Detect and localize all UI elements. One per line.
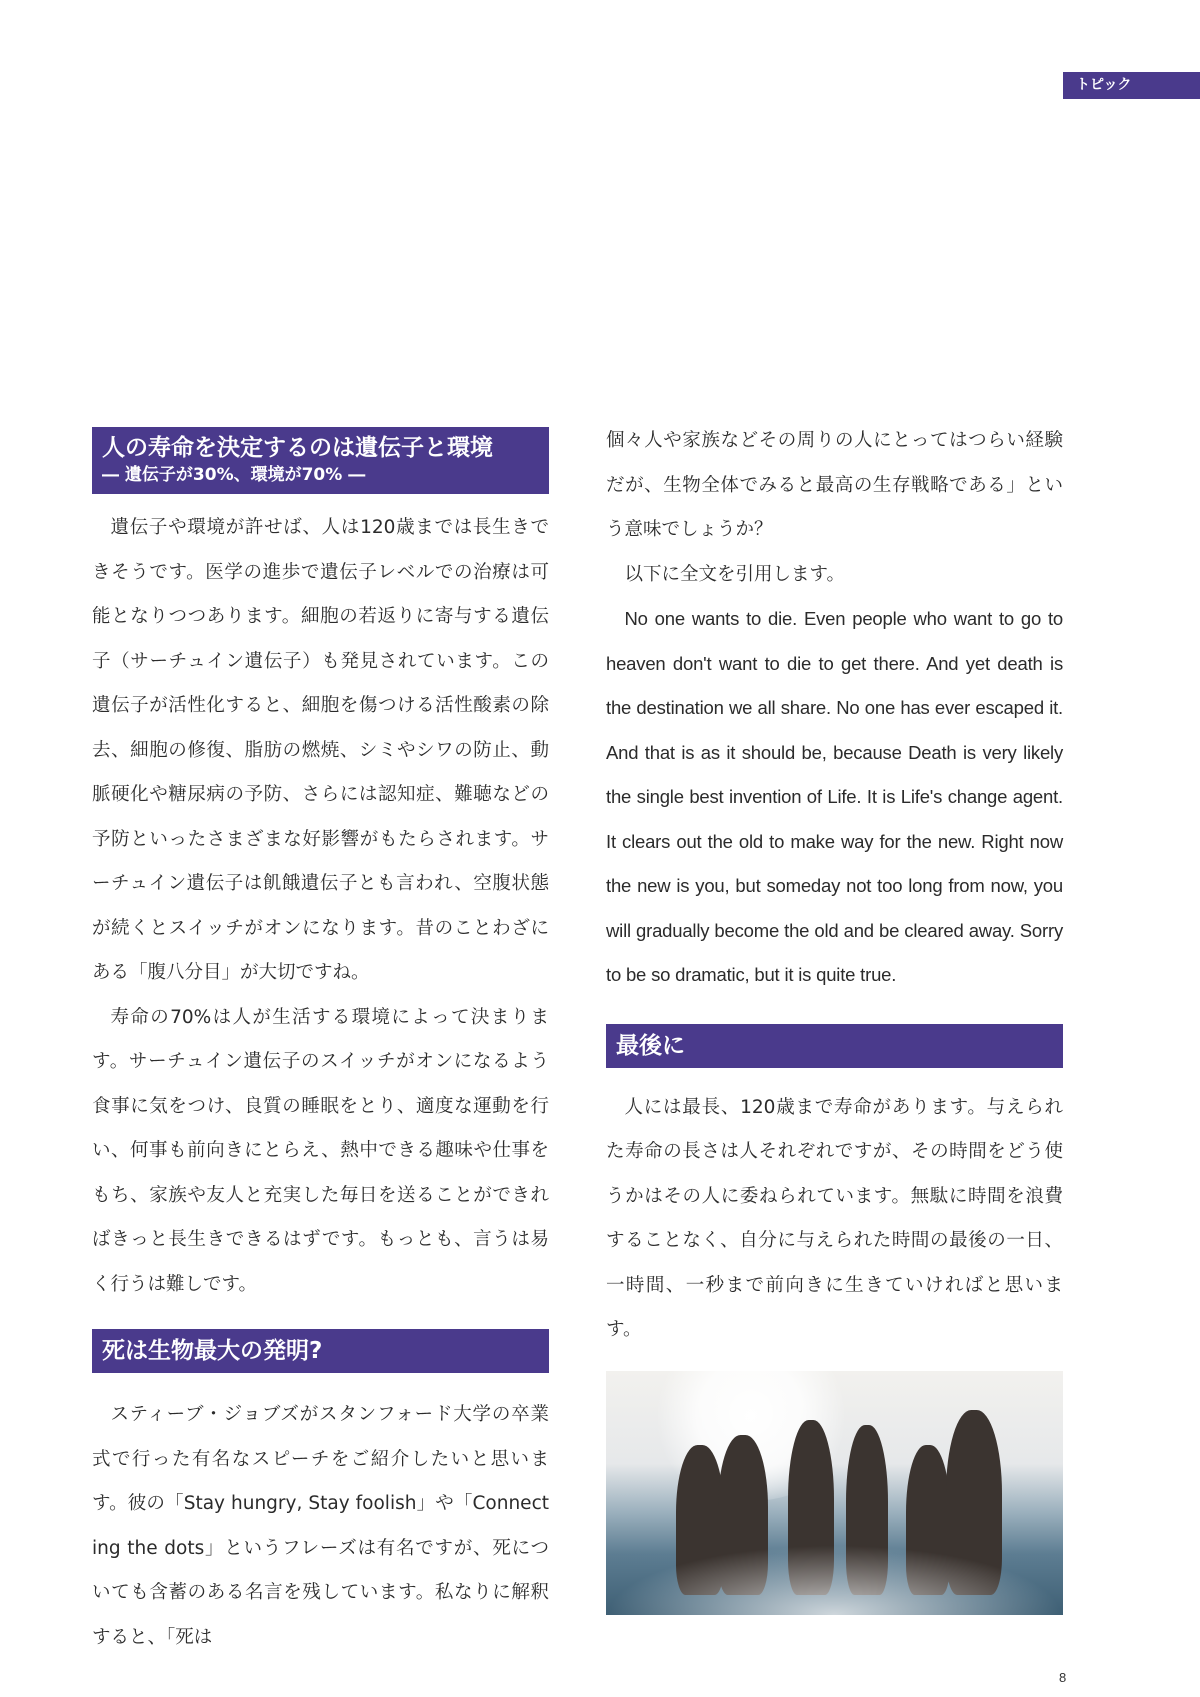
topic-tag: トピック [1063,72,1200,99]
section-title: 死は生物最大の発明? [102,1338,323,1364]
beach-photo [606,1371,1063,1615]
body-paragraph: 以下に全文を引用します。 [624,563,846,585]
body-paragraph: スティーブ・ジョブズがスタンフォード大学の卒業式で行った有名なスピーチをご紹介したいと思います。彼の「Stay hungry, Stay foolish」や「Connecting the dots」というフレーズは有名ですが、死についても含蓄のある名言を残しています。私なりに解釈すると、「死は [92,1404,549,1648]
quote-english: No one wants to die. Even people who want to go to heaven don't want to die to get there. And yet death is the destination we all share. No one has ever escaped it. And that is as it should be, because Death is very likely the single best invention of Life. It is Life's change agent. It clears out the old to make way for the new. Right now the new is you, but someday not too long from now, you will gradually become the old and be cleared away. Sorry to be so dramatic, but it is quite true. [606,608,1063,985]
page-number: 8 [1059,1670,1067,1685]
section-title: 人の寿命を決定するのは遺伝子と環境 [102,435,493,461]
section-heading-lifespan [92,427,549,494]
section-heading-death [92,1329,549,1373]
section-heading-finally [606,1024,1063,1068]
section-subtitle: ― 遺伝子が30%、環境が70% ― [102,465,366,485]
section-title: 最後に [616,1032,685,1059]
body-paragraph: 個々人や家族などその周りの人にとってはつらい経験だが、生物全体でみると最高の生存戦略である」という意味でしょうか？ [606,430,1063,540]
body-paragraph: 人には最長、120歳まで寿命があります。与えられた寿命の長さは人それぞれですが、その時間をどう使うかはその人に委ねられています。無駄に時間を浪費することなく、自分に与えられた時間の最後の一日、一時間、一秒まで前向きに生きていければと思います。 [606,1096,1063,1340]
water-splash [606,1545,1063,1615]
left-column [92,427,549,1660]
body-paragraph: 寿命の70%は人が生活する環境によって決まります。サーチュイン遺伝子のスイッチがオンになるよう食事に気をつけ、良質の睡眠をとり、適度な運動を行い、何事も前向きにとらえ、熱中できる趣味や仕事をもち、家族や友人と充実した毎日を送ることができればきっと長生きできるはずです。もっとも、言うは易く行うは難しです。 [92,1006,549,1295]
right-column [606,419,1063,1615]
body-paragraph: 遺伝子や環境が許せば、人は120歳までは長生きできそうです。医学の進歩で遺伝子レベルでの治療は可能となりつつあります。細胞の若返りに寄与する遺伝子（サーチュイン遺伝子）も発見されています。この遺伝子が活性化すると、細胞を傷つける活性酸素の除去、細胞の修復、脂肪の燃焼、シミやシワの防止、動脈硬化や糖尿病の予防、さらには認知症、難聴などの予防といったさまざまな好影響がもたらされます。サーチュイン遺伝子は飢餓遺伝子とも言われ、空腹状態が続くとスイッチがオンになります。昔のことわざにある「腹八分目」が大切ですね。 [92,517,549,983]
